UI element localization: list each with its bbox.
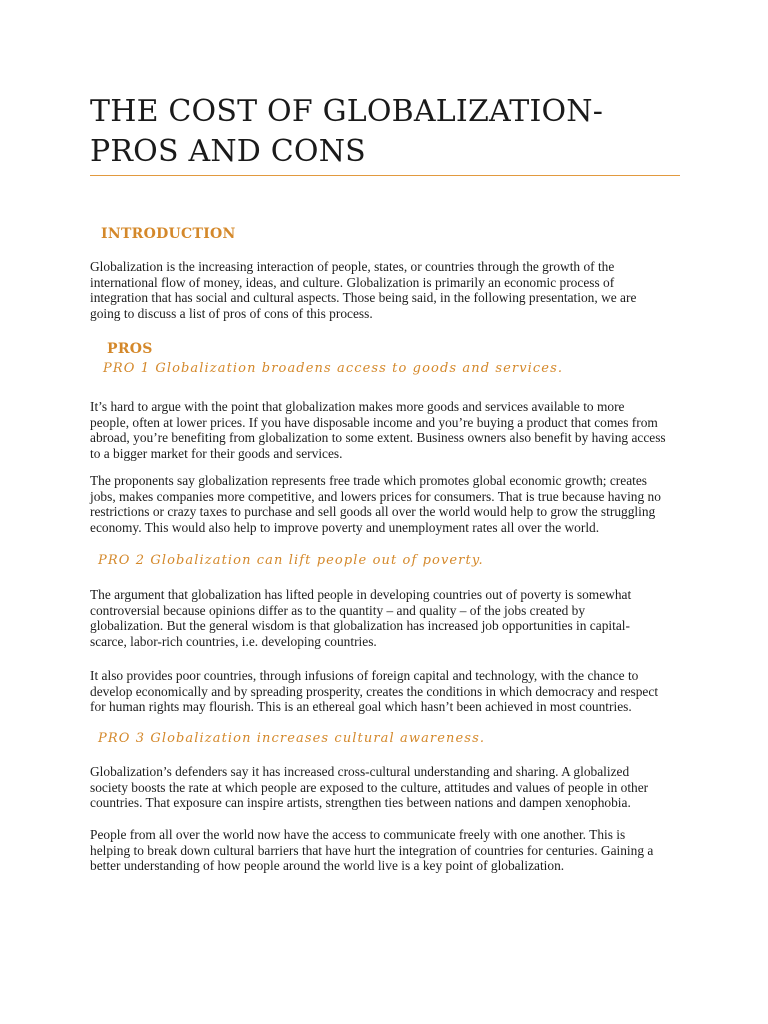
pro-1-heading: PRO 1 Globalization broadens access to goods and services.: [103, 361, 564, 376]
pro-1-paragraph-1: It’s hard to argue with the point that globalization makes more goods and services available to more people, often at lower prices. If you have disposable income and you’re buying a product that comes from abroad, you’re benefiting from globalization to some extent. Business owners also benefit by having access to a bigger market for their goods and services.: [90, 399, 666, 461]
pros-heading: PROS: [107, 341, 153, 357]
pro-3-paragraph-2: People from all over the world now have the access to communicate freely with one another. This is helping to break down cultural barriers that have hurt the integration of countries for centuries. Gaining a better understanding of how people around the world live is a key point of globalization.: [90, 827, 654, 873]
pro-2-heading: PRO 2 Globalization can lift people out of poverty.: [98, 553, 484, 568]
introduction-heading: INTRODUCTION: [101, 226, 236, 242]
title-divider: [90, 175, 680, 176]
title-line-1: THE COST OF GLOBALIZATION-: [90, 94, 604, 129]
introduction-paragraph: Globalization is the increasing interaction of people, states, or countries through the growth of the international flow of money, ideas, and culture. Globalization is primarily an economic process of integration that has social and cultural aspects. Those being said, in the following presentation, we are going to discuss a list of pros of cons of this process.: [90, 259, 637, 321]
title-line-2: PROS AND CONS: [90, 134, 366, 169]
pro-2-paragraph-1: The argument that globalization has lifted people in developing countries out of poverty is somewhat controversial because opinions differ as to the quantity – and quality – of the jobs created by globalization. But the general wisdom is that globalization has increased job opportunities in capital- scarce, labor-rich countries, i.e. developing countries.: [90, 587, 632, 649]
pro-3-paragraph-1: Globalization’s defenders say it has increased cross-cultural understanding and sharing. A globalized society boosts the rate at which people are exposed to the culture, attitudes and values of people in other countries. That exposure can inspire artists, strengthen ties between nations and dampen xenophobia.: [90, 764, 649, 810]
pro-3-heading: PRO 3 Globalization increases cultural awareness.: [98, 731, 486, 746]
pro-2-paragraph-2: It also provides poor countries, through infusions of foreign capital and technology, with the chance to develop economically and by spreading prosperity, creates the conditions in which democracy and respect for human rights may flourish. This is an ethereal goal which hasn’t been achieved in most countries.: [90, 668, 659, 714]
pro-1-paragraph-2: The proponents say globalization represents free trade which promotes global economic growth; creates jobs, makes companies more competitive, and lowers prices for consumers. That is true because having no restrictions or crazy taxes to purchase and sell goods all over the world would help to grow the struggling economy. This would also help to improve poverty and unemployment rates all over the world.: [90, 473, 661, 535]
document-title: [90, 92, 690, 172]
